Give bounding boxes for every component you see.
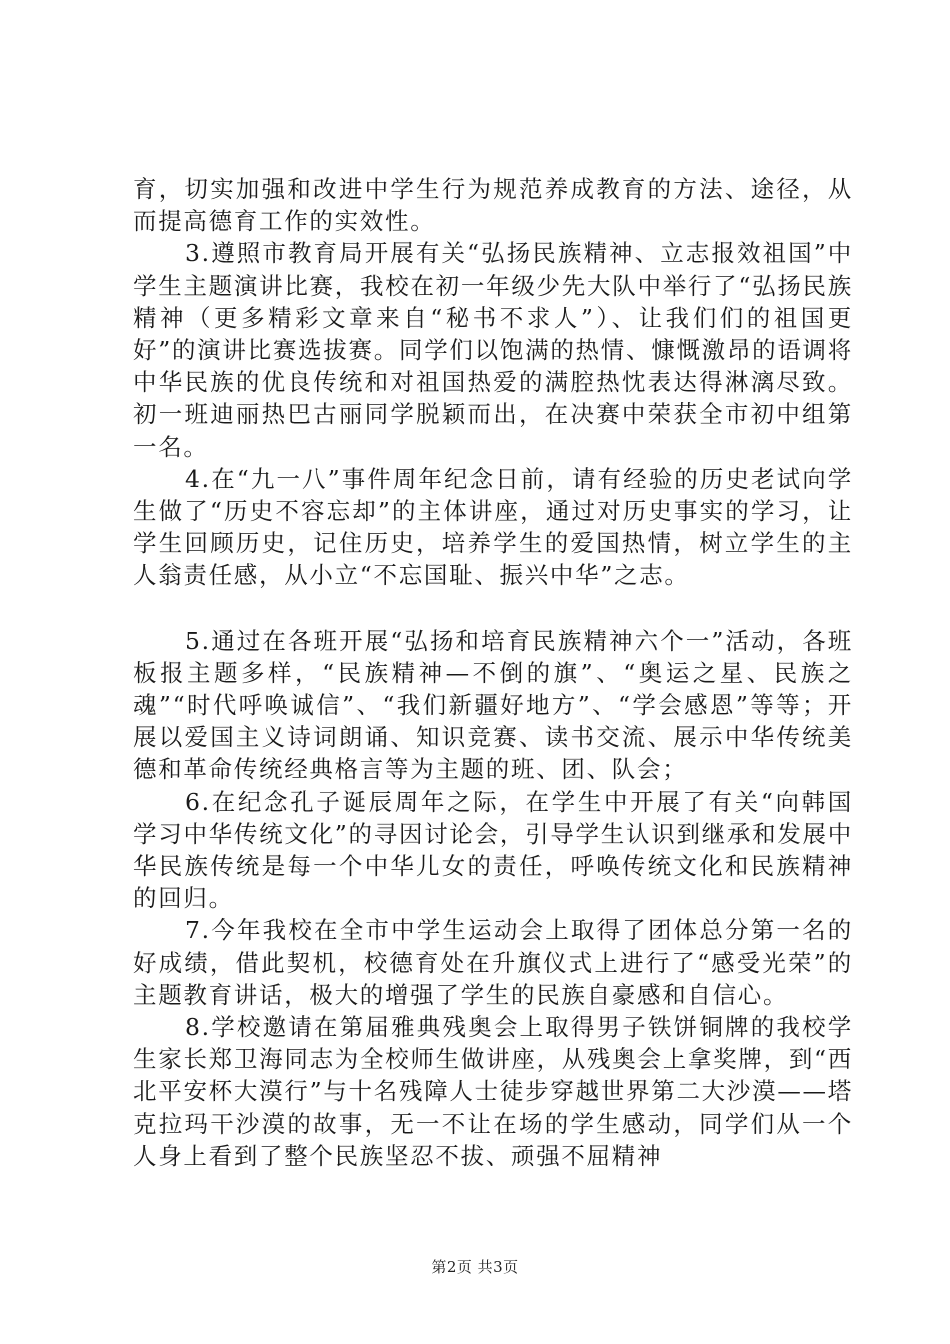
page-footer <box>0 1257 950 1277</box>
paragraph-continuation: 育，切实加强和改进中学生行为规范养成教育的方法、途径，从而提高德育工作的实效性。 <box>133 175 853 236</box>
paragraph-item-3: 3.遵照市教育局开展有关“弘扬民族精神、立志报效祖国”中学生主题演讲比赛，我校在初一年级少先大队中举行了“弘扬民族精神（更多精彩文章来自“秘书不求人”）、让我们们的祖国更好”的演讲比赛选拔赛。同学们以饱满的热情、慷慨激昂的语调将中华民族的优良传统和对祖国热爱的满腔热忱表达得淋漓尽致。初一班迪丽热巴古丽同学脱颖而出，在决赛中荣获全市初中组第一名。 <box>133 239 853 461</box>
paragraph-item-7: 7.今年我校在全市中学生运动会上取得了团体总分第一名的好成绩，借此契机，校德育处在升旗仪式上进行了“感受光荣”的主题教育讲话，极大的增强了学生的民族自豪感和自信心。 <box>133 916 853 1009</box>
paragraph-item-4: 4.在“九一八”事件周年纪念日前，请有经验的历史老试向学生做了“历史不容忘却”的主体讲座，通过对历史事实的学习，让学生回顾历史，记住历史，培养学生的爱国热情，树立学生的主人翁责任感，从小立“不忘国耻、振兴中华”之志。 <box>133 464 853 590</box>
paragraph-item-6: 6.在纪念孔子诞辰周年之际，在学生中开展了有关“向韩国学习中华传统文化”的寻因讨论会，引导学生认识到继承和发展中华民族传统是每一个中华儿女的责任，呼唤传统文化和民族精神的回归。 <box>133 787 853 913</box>
page-total: 共3页 <box>477 1258 519 1276</box>
paragraph-item-5: 5.通过在各班开展“弘扬和培育民族精神六个一”活动，各班板报主题多样，“民族精神—不倒的旗”、“奥运之星、民族之魂”“时代呼唤诚信”、“我们新疆好地方”、“学会感恩”等等；开展以爱国主义诗词朗诵、知识竞赛、读书交流、展示中华传统美德和革命传统经典格言等为主题的班、团、队会； <box>133 626 853 784</box>
page-number: 第2页 <box>431 1258 473 1276</box>
document-body <box>133 173 853 1172</box>
paragraph-item-8: 8.学校邀请在第届雅典残奥会上取得男子铁饼铜牌的我校学生家长郑卫海同志为全校师生做讲座，从残奥会上拿奖牌，到“西北平安杯大漠行”与十名残障人士徒步穿越世界第二大沙漠——塔克拉玛干沙漠的故事，无一不让在场的学生感动，同学们从一个人身上看到了整个民族坚忍不拔、顽强不屈精神 <box>133 1013 853 1170</box>
